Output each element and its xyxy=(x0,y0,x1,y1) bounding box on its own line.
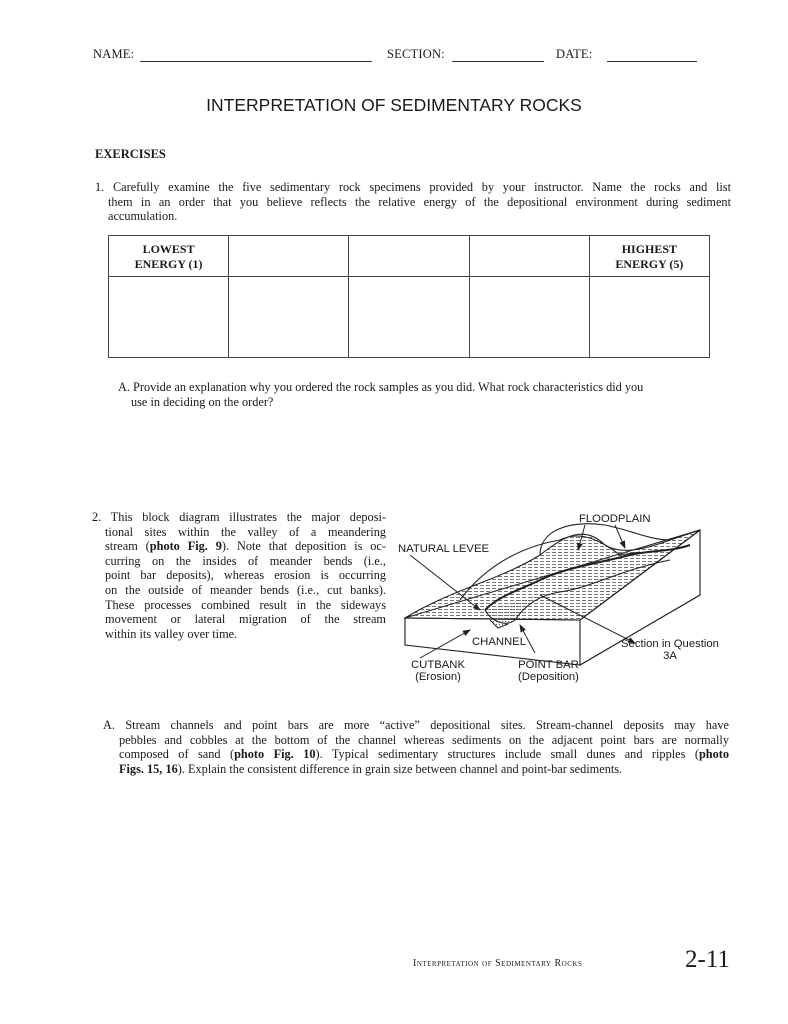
running-footer: Interpretation of Sedimentary Rocks xyxy=(413,958,583,969)
label-natural-levee: NATURAL LEVEE xyxy=(398,543,490,555)
answer-cell-4[interactable] xyxy=(469,277,589,358)
section-label: SECTION: xyxy=(387,47,445,61)
header-cell-1: LOWEST ENERGY (1) xyxy=(109,236,229,277)
question-2a-line: composed of sand (photo Fig. 10). Typical sedimentary structures include small dunes and ripples (photo xyxy=(119,747,730,762)
answer-cell-1[interactable] xyxy=(109,277,229,358)
answer-cell-2[interactable] xyxy=(229,277,349,358)
label-point-bar: POINT BAR (Deposition) xyxy=(518,659,579,683)
question-2a-line: pebbles and cobbles at the bottom of the channel whereas sediments on the adjacent point bars are normally xyxy=(119,732,729,747)
question-1-text: 1. Carefully examine the five sedimentary rock specimens provided by your instructor. Name the rocks and list them in an order that you believe reflects the relative energy of the depositional environment during sediment accumulation. xyxy=(95,180,731,224)
label-section: Section in Question 3A xyxy=(621,638,719,662)
header-cell-2 xyxy=(229,236,349,277)
question-2-text: 2. This block diagram illustrates the major deposi- tional sites within the valley of a meandering stream (photo Fig. 9). Note that deposition is oc- curring on the insides of meander bends (i.e., point bar deposits), whereas erosion is occurring on the outside of meander bends (i.e., cut banks). These processes combined result in the sideways movement or lateral migration of the stream within its valley over time. xyxy=(92,510,386,641)
question-1a-text: A. Provide an explanation why you ordered the rock samples as you did. What rock characteristics did you use in deciding on the order? xyxy=(118,380,644,409)
question-2a-line: A. Stream channels and point bars are more “active” depositional sites. Stream-channel deposits may have xyxy=(103,718,729,732)
label-floodplain: FLOODPLAIN xyxy=(579,513,651,525)
question-2a-line: Figs. 15, 16). Explain the consistent difference in grain size between channel and point-bar sediments. xyxy=(119,761,623,776)
label-channel: CHANNEL xyxy=(472,636,526,648)
label-cutbank: CUTBANK (Erosion) xyxy=(411,659,465,683)
answer-cell-5[interactable] xyxy=(589,277,709,358)
rock-energy-table xyxy=(108,235,710,358)
exercises-heading: EXERCISES xyxy=(95,147,166,161)
date-field[interactable] xyxy=(607,61,697,62)
date-label: DATE: xyxy=(556,47,593,61)
name-label: NAME: xyxy=(93,47,135,61)
name-field[interactable] xyxy=(140,61,372,62)
header-cell-3 xyxy=(349,236,469,277)
header-cell-4 xyxy=(469,236,589,277)
question-2a-text xyxy=(103,718,729,776)
section-field[interactable] xyxy=(452,61,544,62)
header-cell-5: HIGHEST ENERGY (5) xyxy=(589,236,709,277)
answer-cell-3[interactable] xyxy=(349,277,469,358)
page-title: INTERPRETATION OF SEDIMENTARY ROCKS xyxy=(206,95,582,115)
page-number: 2-11 xyxy=(685,946,730,973)
